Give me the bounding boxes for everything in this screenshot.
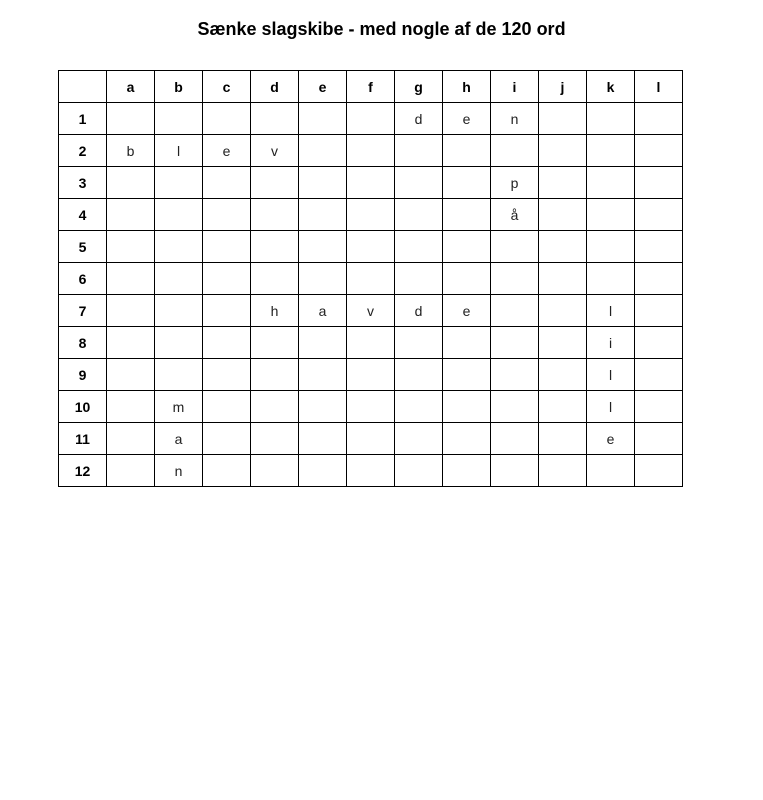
grid-cell-k1 [587,103,635,135]
row-header-10: 10 [59,391,107,423]
grid-cell-j3 [539,167,587,199]
grid-cell-d5 [251,231,299,263]
grid-cell-l1 [635,103,683,135]
grid-cell-i9 [491,359,539,391]
grid-cell-d12 [251,455,299,487]
row-header-3: 3 [59,167,107,199]
grid-cell-g9 [395,359,443,391]
grid-cell-f10 [347,391,395,423]
grid-cell-f2 [347,135,395,167]
grid-cell-l5 [635,231,683,263]
grid-cell-j6 [539,263,587,295]
grid-cell-g6 [395,263,443,295]
grid-cell-c9 [203,359,251,391]
grid-cell-l10 [635,391,683,423]
grid-cell-g5 [395,231,443,263]
row-header-1: 1 [59,103,107,135]
grid-cell-f8 [347,327,395,359]
corner-cell [59,71,107,103]
grid-cell-i2 [491,135,539,167]
grid-cell-i6 [491,263,539,295]
grid-cell-i4: å [491,199,539,231]
grid-cell-i1: n [491,103,539,135]
grid-cell-k9: l [587,359,635,391]
grid-body [59,103,683,487]
grid-cell-a1 [107,103,155,135]
row-header-12: 12 [59,455,107,487]
grid-cell-j10 [539,391,587,423]
grid-cell-a12 [107,455,155,487]
column-header-h: h [443,71,491,103]
grid-cell-h7: e [443,295,491,327]
grid-cell-e10 [299,391,347,423]
grid-cell-g1: d [395,103,443,135]
grid-row-9 [59,359,683,391]
grid-cell-a9 [107,359,155,391]
grid-cell-c5 [203,231,251,263]
column-header-k: k [587,71,635,103]
grid-row-6 [59,263,683,295]
grid-cell-c6 [203,263,251,295]
grid-cell-g4 [395,199,443,231]
grid-cell-c4 [203,199,251,231]
grid-cell-e11 [299,423,347,455]
grid-cell-k12 [587,455,635,487]
grid-cell-h1: e [443,103,491,135]
grid-cell-h10 [443,391,491,423]
grid-cell-k8: i [587,327,635,359]
grid-cell-j4 [539,199,587,231]
grid-row-8 [59,327,683,359]
grid-cell-k3 [587,167,635,199]
grid-cell-a3 [107,167,155,199]
grid-cell-k10: l [587,391,635,423]
grid-cell-i3: p [491,167,539,199]
column-header-l: l [635,71,683,103]
grid-cell-d1 [251,103,299,135]
grid-cell-i7 [491,295,539,327]
grid-cell-l9 [635,359,683,391]
grid-cell-j5 [539,231,587,263]
grid-row-1 [59,103,683,135]
row-header-6: 6 [59,263,107,295]
grid-cell-h3 [443,167,491,199]
grid-cell-g7: d [395,295,443,327]
grid-cell-d9 [251,359,299,391]
grid-row-11 [59,423,683,455]
grid-cell-f7: v [347,295,395,327]
grid-cell-a7 [107,295,155,327]
grid-cell-h2 [443,135,491,167]
grid-cell-h9 [443,359,491,391]
grid-cell-j11 [539,423,587,455]
column-header-g: g [395,71,443,103]
grid-cell-f9 [347,359,395,391]
grid-cell-k4 [587,199,635,231]
grid-cell-j2 [539,135,587,167]
grid-cell-i11 [491,423,539,455]
grid-cell-c2: e [203,135,251,167]
grid-cell-e12 [299,455,347,487]
grid-cell-e5 [299,231,347,263]
row-header-9: 9 [59,359,107,391]
grid-cell-a6 [107,263,155,295]
grid-cell-c8 [203,327,251,359]
column-header-a: a [107,71,155,103]
grid-cell-i10 [491,391,539,423]
grid-cell-g3 [395,167,443,199]
row-header-5: 5 [59,231,107,263]
grid-cell-c7 [203,295,251,327]
grid-cell-e9 [299,359,347,391]
grid-cell-d6 [251,263,299,295]
grid-cell-h8 [443,327,491,359]
row-header-2: 2 [59,135,107,167]
grid-cell-j9 [539,359,587,391]
page-title: Sænke slagskibe - med nogle af de 120 ord [197,19,566,39]
grid-cell-b7 [155,295,203,327]
grid-cell-j1 [539,103,587,135]
grid-cell-b12: n [155,455,203,487]
column-header-j: j [539,71,587,103]
grid-cell-d7: h [251,295,299,327]
grid-cell-g2 [395,135,443,167]
column-header-row [59,71,683,103]
grid-cell-e6 [299,263,347,295]
grid-cell-d8 [251,327,299,359]
grid-cell-a4 [107,199,155,231]
grid-row-2 [59,135,683,167]
grid-cell-j12 [539,455,587,487]
grid-cell-k6 [587,263,635,295]
grid-cell-b6 [155,263,203,295]
grid-row-4 [59,199,683,231]
grid-cell-h12 [443,455,491,487]
grid-cell-f5 [347,231,395,263]
grid-cell-i12 [491,455,539,487]
grid-cell-d3 [251,167,299,199]
grid-cell-b2: l [155,135,203,167]
grid-cell-d10 [251,391,299,423]
grid-cell-h11 [443,423,491,455]
grid-cell-l11 [635,423,683,455]
grid-cell-k5 [587,231,635,263]
grid-cell-f4 [347,199,395,231]
grid-cell-b5 [155,231,203,263]
grid-cell-c3 [203,167,251,199]
grid-cell-l4 [635,199,683,231]
grid-cell-b11: a [155,423,203,455]
grid-cell-l8 [635,327,683,359]
grid-cell-c12 [203,455,251,487]
grid-cell-f3 [347,167,395,199]
grid-cell-l12 [635,455,683,487]
grid-cell-k7: l [587,295,635,327]
grid-cell-j8 [539,327,587,359]
grid-cell-c10 [203,391,251,423]
grid-cell-i5 [491,231,539,263]
row-header-7: 7 [59,295,107,327]
column-header-f: f [347,71,395,103]
column-header-b: b [155,71,203,103]
grid-cell-a11 [107,423,155,455]
grid-cell-b3 [155,167,203,199]
grid-cell-l7 [635,295,683,327]
grid-row-5 [59,231,683,263]
grid-cell-c1 [203,103,251,135]
column-header-e: e [299,71,347,103]
grid-row-7 [59,295,683,327]
grid-cell-k2 [587,135,635,167]
column-header-c: c [203,71,251,103]
grid-cell-b9 [155,359,203,391]
row-header-8: 8 [59,327,107,359]
grid-cell-h4 [443,199,491,231]
grid-cell-l3 [635,167,683,199]
grid-cell-b1 [155,103,203,135]
grid-cell-e7: a [299,295,347,327]
grid-cell-e1 [299,103,347,135]
battleship-grid [58,70,683,487]
grid-cell-e3 [299,167,347,199]
grid-cell-a5 [107,231,155,263]
grid-cell-f12 [347,455,395,487]
grid-cell-a2: b [107,135,155,167]
grid-cell-e4 [299,199,347,231]
grid-cell-e8 [299,327,347,359]
grid-row-3 [59,167,683,199]
grid-cell-c11 [203,423,251,455]
grid-cell-d2: v [251,135,299,167]
grid-cell-b4 [155,199,203,231]
column-header-d: d [251,71,299,103]
column-header-i: i [491,71,539,103]
row-header-4: 4 [59,199,107,231]
grid-cell-k11: e [587,423,635,455]
grid-cell-f11 [347,423,395,455]
grid-cell-h6 [443,263,491,295]
grid-cell-i8 [491,327,539,359]
grid-cell-g8 [395,327,443,359]
grid-cell-b8 [155,327,203,359]
grid-cell-g11 [395,423,443,455]
grid-cell-l6 [635,263,683,295]
grid-cell-g10 [395,391,443,423]
grid-cell-j7 [539,295,587,327]
grid-cell-h5 [443,231,491,263]
grid-cell-d4 [251,199,299,231]
grid-cell-g12 [395,455,443,487]
grid-cell-l2 [635,135,683,167]
grid-cell-e2 [299,135,347,167]
grid-cell-a10 [107,391,155,423]
grid-cell-b10: m [155,391,203,423]
grid-cell-f1 [347,103,395,135]
grid-row-10 [59,391,683,423]
grid-cell-a8 [107,327,155,359]
grid-row-12 [59,455,683,487]
grid-cell-f6 [347,263,395,295]
grid-cell-d11 [251,423,299,455]
row-header-11: 11 [59,423,107,455]
